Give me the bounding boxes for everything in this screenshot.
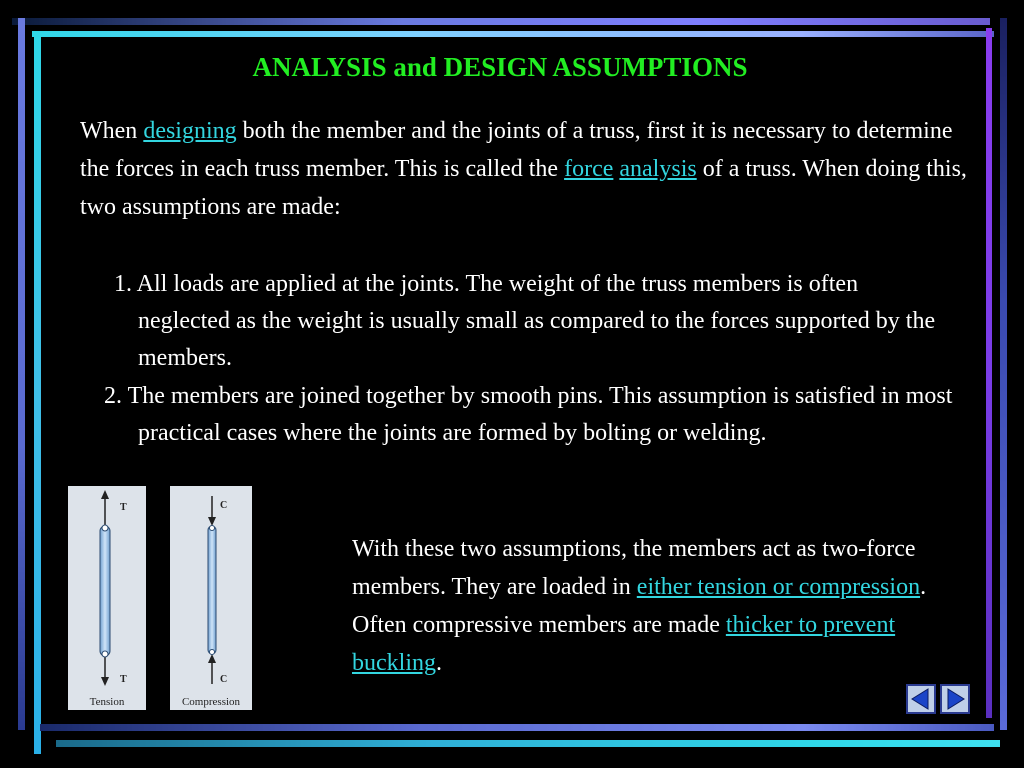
analysis-link[interactable]: analysis (619, 156, 697, 182)
intro-text-1: When (80, 118, 144, 144)
compression-label-bottom: C (220, 674, 228, 685)
compression-member-figure (170, 486, 252, 710)
assumption-1: 1. All loads are applied at the joints. The weight of the truss members is often neglected as the weight is usually small as compared to the forces supported by the members. (114, 271, 936, 371)
tension-caption: Tension (89, 696, 125, 708)
intro-text-2: both the member and the joints of a truss, first it is necessary to determine the forces in each truss member. This is called the (80, 118, 953, 182)
compression-label-top: C (220, 500, 228, 511)
frame-bar-bottom-inner (40, 724, 994, 731)
conclusion-text-1: With these two assumptions, the members act as two-force members. They are loaded in (352, 536, 916, 600)
intro-text-4: of a truss. When doing this, two assumptions are made: (80, 156, 967, 220)
conclusion-text-3: . (436, 650, 442, 676)
next-arrow-icon (942, 686, 968, 712)
frame-bar-top-inner (32, 31, 994, 37)
slide-title: ANALYSIS and DESIGN ASSUMPTIONS (252, 52, 748, 82)
previous-slide-button[interactable] (906, 684, 936, 714)
force-link[interactable]: force (564, 156, 614, 182)
frame-bar-left-inner (34, 36, 41, 754)
tension-label-top: T (120, 502, 127, 513)
previous-arrow-icon (908, 686, 934, 712)
tension-member-icon (68, 486, 146, 710)
conclusion-text-2: . Often compressive members are made (352, 574, 927, 638)
compression-caption: Compression (181, 696, 241, 708)
frame-bar-bottom-outer (56, 740, 1000, 747)
assumption-2: 2. The members are joined together by smooth pins. This assumption is satisfied in most practical cases where the joints are formed by bolting or welding. (104, 383, 953, 446)
tension-compression-link[interactable]: either tension or compression (636, 574, 921, 600)
tension-label-bottom: T (120, 674, 127, 685)
tension-member-figure (68, 486, 146, 710)
intro-paragraph (80, 112, 970, 226)
frame-bar-right-inner (986, 28, 992, 718)
buckling-link[interactable]: thicker to prevent buckling (352, 612, 896, 676)
frame-bar-left-outer (18, 18, 25, 730)
compression-member-icon (170, 486, 252, 710)
conclusion-paragraph (352, 530, 967, 682)
frame-bar-top-outer (12, 18, 990, 25)
next-slide-button[interactable] (940, 684, 970, 714)
designing-link[interactable]: designing (143, 118, 237, 144)
frame-bar-right-outer (1000, 18, 1007, 730)
